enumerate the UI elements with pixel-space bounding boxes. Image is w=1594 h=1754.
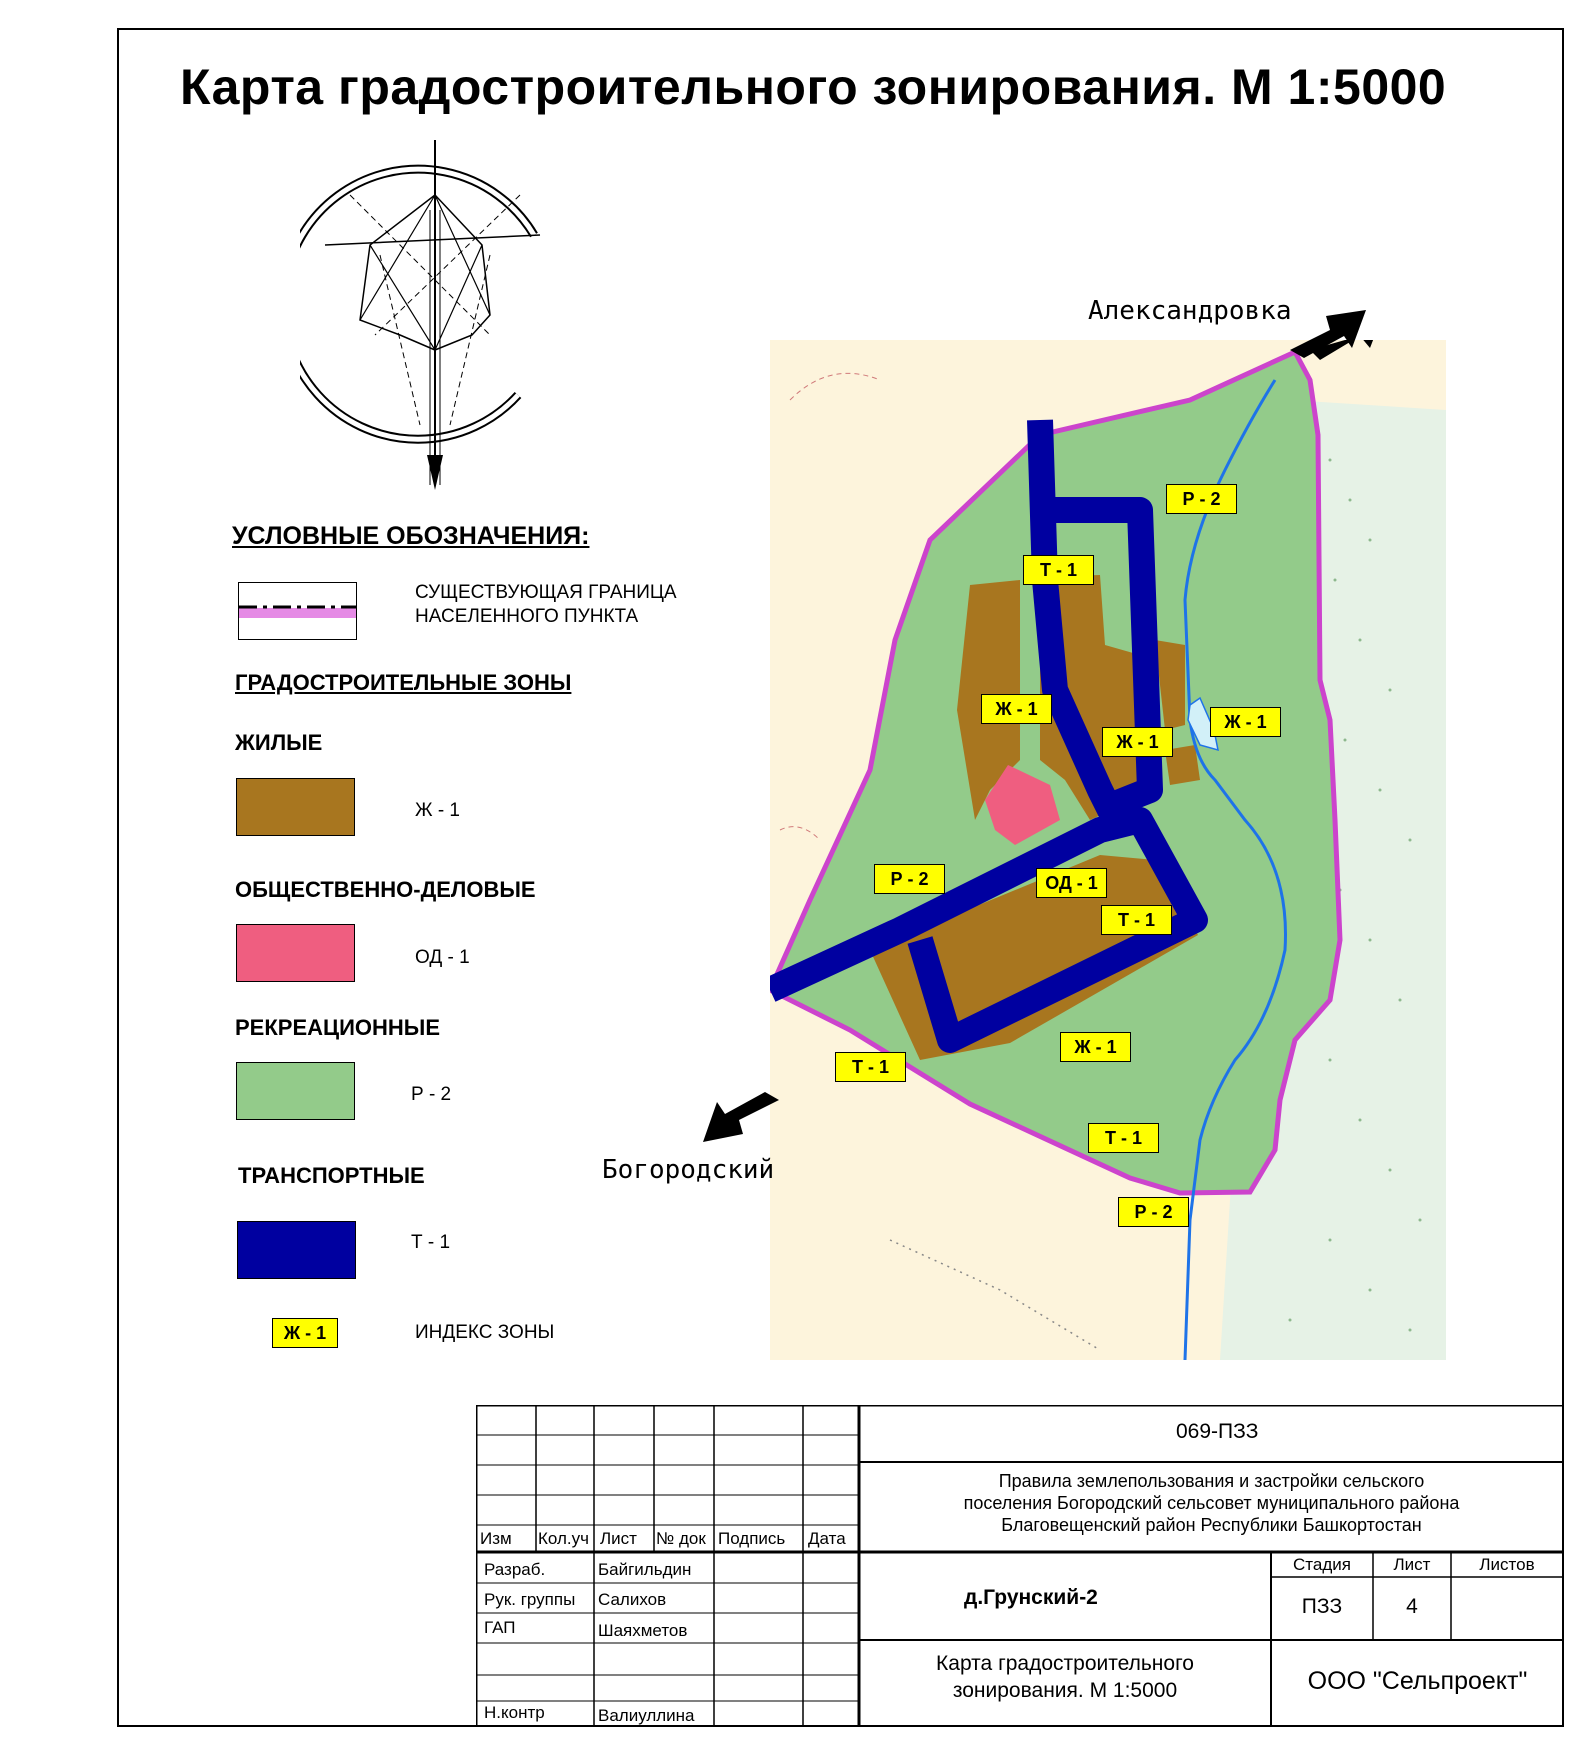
north-arrow-icon	[300, 135, 550, 490]
zone-label: Ж - 1	[981, 694, 1052, 724]
place-label-southwest: Богородский	[602, 1155, 775, 1185]
public-code: ОД - 1	[415, 947, 470, 968]
sheets-header: Листов	[1479, 1555, 1535, 1574]
object-name: д.Грунский-2	[964, 1586, 1098, 1609]
boundary-label-line2: НАСЕЛЕННОГО ПУНКТА	[415, 606, 639, 627]
index-sample-badge: Ж - 1	[272, 1318, 338, 1348]
company-name: ООО "Сельпроект"	[1307, 1667, 1528, 1695]
col-header: Подпись	[718, 1529, 786, 1548]
col-header: Дата	[808, 1529, 846, 1548]
recreation-swatch	[236, 1062, 355, 1120]
stage-header: Стадия	[1293, 1555, 1351, 1574]
recreation-heading: РЕКРЕАЦИОННЫЕ	[235, 1015, 440, 1040]
zone-label: Ж - 1	[1102, 727, 1173, 757]
zone-label: Т - 1	[1101, 905, 1172, 935]
arrow-to-aleksandrovka-icon	[1290, 300, 1370, 360]
role-name: Салихов	[598, 1590, 667, 1609]
project-line-1: Правила землепользования и застройки сельского	[998, 1471, 1425, 1491]
zones-heading: ГРАДОСТРОИТЕЛЬНЫЕ ЗОНЫ	[235, 670, 572, 695]
public-swatch	[236, 924, 355, 982]
role-label: Н.контр	[484, 1703, 545, 1722]
transport-swatch	[237, 1221, 356, 1279]
col-header: Лист	[600, 1529, 637, 1548]
transport-code: Т - 1	[411, 1232, 451, 1253]
role-name: Шаяхметов	[598, 1621, 688, 1640]
legend-heading: УСЛОВНЫЕ ОБОЗНАЧЕНИЯ:	[232, 522, 590, 550]
role-label: ГАП	[484, 1618, 516, 1637]
drawing-name-line-2: зонирования. М 1:5000	[952, 1679, 1178, 1702]
residential-heading: ЖИЛЫЕ	[235, 730, 323, 755]
page-title: Карта градостроительного зонирования. М 1:5000	[180, 59, 1447, 115]
drawing-name-line-1: Карта градостроительного	[936, 1652, 1194, 1675]
arrow-to-bogorodsky-icon	[695, 1090, 780, 1150]
zone-label: Р - 2	[1118, 1197, 1189, 1227]
boundary-label-line1: СУЩЕСТВУЮЩАЯ ГРАНИЦА	[415, 582, 677, 603]
title-block	[476, 1405, 1564, 1727]
zone-label: ОД - 1	[1036, 868, 1107, 898]
col-header: № док	[656, 1529, 706, 1548]
zone-label: Р - 2	[874, 864, 945, 894]
place-label-north: Александровка	[1088, 296, 1292, 326]
sheet-value: 4	[1406, 1595, 1418, 1618]
zone-label: Т - 1	[1088, 1123, 1159, 1153]
zone-label: Ж - 1	[1210, 707, 1281, 737]
zone-label: Т - 1	[1023, 555, 1094, 585]
boundary-swatch	[238, 582, 357, 640]
role-label: Рук. группы	[484, 1590, 576, 1609]
zone-label: Ж - 1	[1060, 1032, 1131, 1062]
residential-code: Ж - 1	[415, 800, 460, 821]
col-header: Изм	[480, 1529, 512, 1548]
zone-label: Р - 2	[1166, 484, 1237, 514]
document-code: 069-ПЗЗ	[1176, 1420, 1259, 1443]
role-name: Байгильдин	[598, 1560, 692, 1579]
recreation-code: Р - 2	[411, 1084, 452, 1105]
residential-swatch	[236, 778, 355, 836]
project-line-2: поселения Богородский сельсовет муниципального района	[963, 1493, 1460, 1513]
project-line-3: Благовещенский район Республики Башкортостан	[1001, 1515, 1422, 1535]
zoning-map	[770, 340, 1446, 1360]
role-label: Разраб.	[484, 1560, 546, 1579]
public-heading: ОБЩЕСТВЕННО-ДЕЛОВЫЕ	[235, 877, 536, 902]
col-header: Кол.уч	[538, 1529, 589, 1548]
stage-value: ПЗЗ	[1301, 1595, 1343, 1618]
transport-heading: ТРАНСПОРТНЫЕ	[238, 1163, 425, 1188]
index-label: ИНДЕКС ЗОНЫ	[415, 1322, 555, 1343]
sheet-header: Лист	[1393, 1555, 1431, 1574]
zone-label: Т - 1	[835, 1052, 906, 1082]
role-name: Валиуллина	[598, 1706, 695, 1725]
